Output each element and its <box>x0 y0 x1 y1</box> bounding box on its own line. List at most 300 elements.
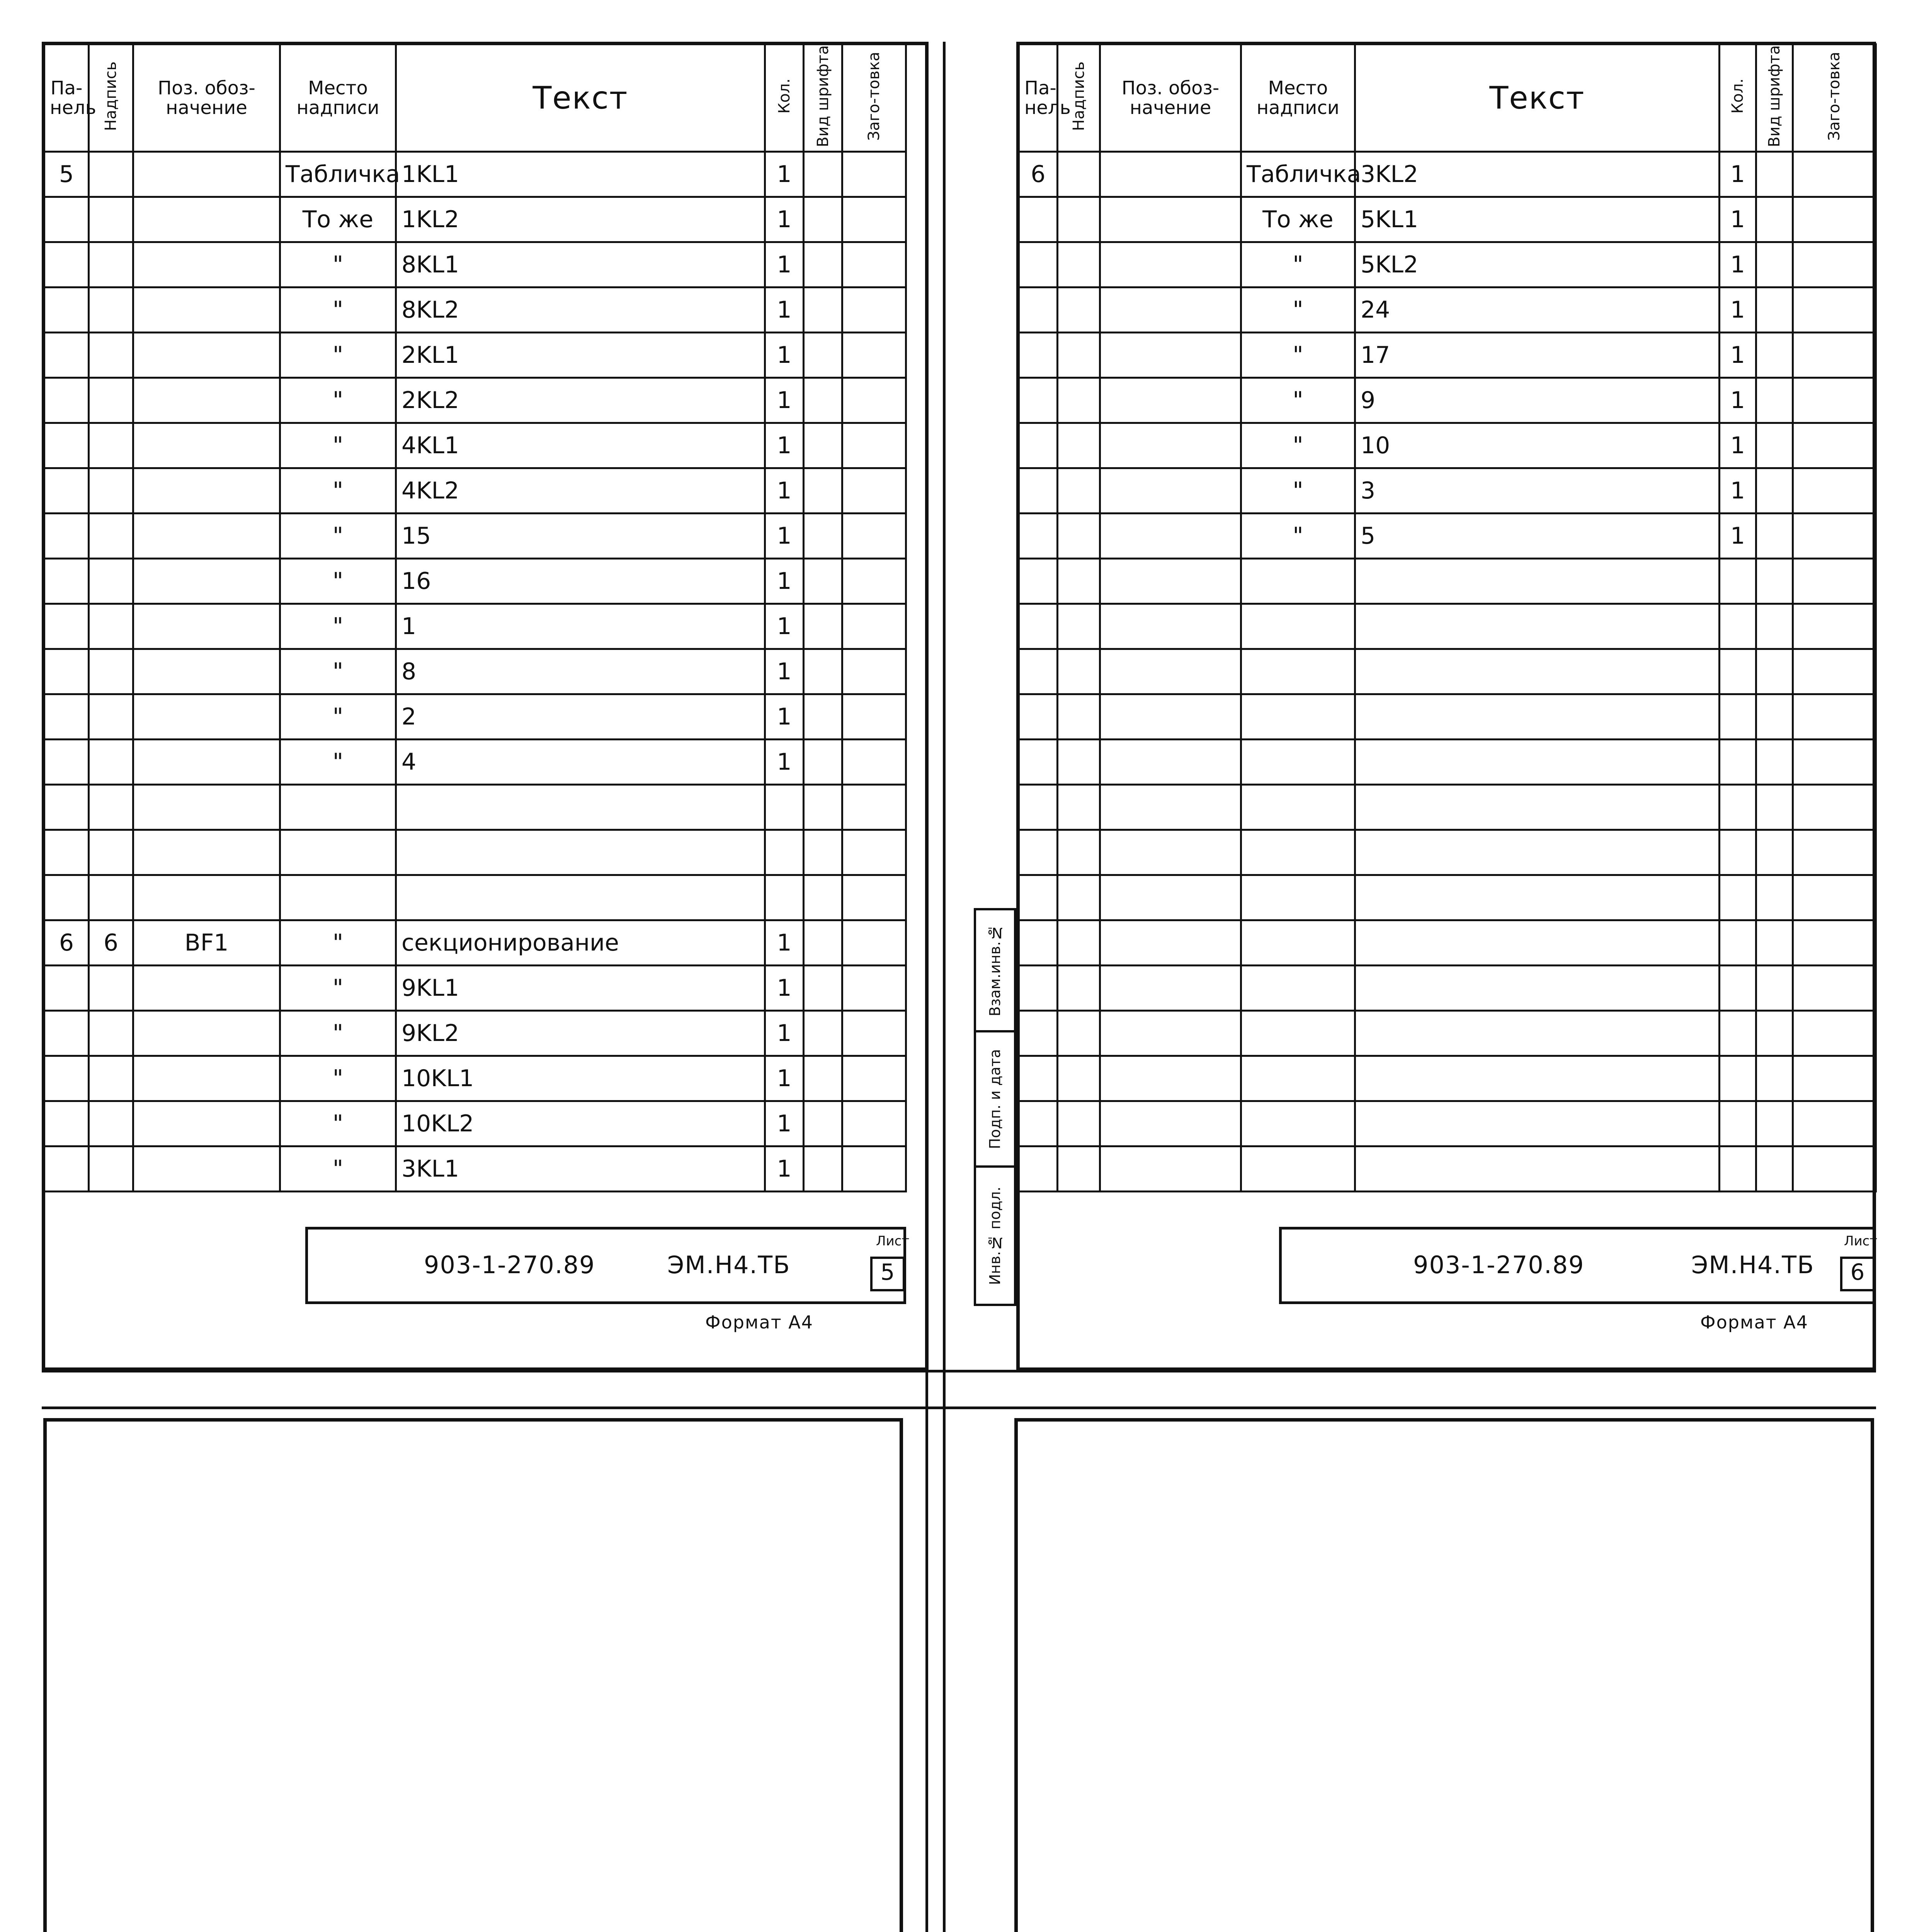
lower-right-frame <box>1014 1418 1874 1932</box>
right-table-row <box>1019 287 1876 333</box>
cell-blank <box>842 423 906 468</box>
cell-designation <box>133 740 280 785</box>
cell-inscription <box>89 966 133 1011</box>
cell-designation <box>1100 378 1241 423</box>
header-font-type: Вид шрифта <box>1756 44 1793 152</box>
cell-panel <box>1019 1056 1058 1101</box>
cell-text: 17 <box>1355 333 1720 378</box>
cell-designation <box>1100 649 1241 694</box>
cell-panel <box>44 559 89 604</box>
cell-inscription <box>89 152 133 197</box>
cell-panel <box>1019 966 1058 1011</box>
cell-text: 10 <box>1355 423 1720 468</box>
cell-blank <box>842 785 906 830</box>
right-table-row <box>1019 875 1876 920</box>
cell-qty <box>1720 740 1756 785</box>
cell-inscription <box>1058 694 1100 740</box>
cell-inscription <box>1058 1101 1100 1146</box>
lower-left-frame <box>43 1418 903 1932</box>
cell-text <box>1355 875 1720 920</box>
cell-font-type <box>804 468 842 514</box>
cell-blank <box>1793 740 1876 785</box>
cell-qty: 1 <box>765 378 804 423</box>
cell-place: То же <box>280 197 396 242</box>
cell-panel <box>44 875 89 920</box>
cell-inscription <box>1058 1056 1100 1101</box>
cell-designation <box>1100 197 1241 242</box>
right-table-row <box>1019 1101 1876 1146</box>
header-inscription: Надпись <box>1058 44 1100 152</box>
cell-designation <box>1100 694 1241 740</box>
cell-inscription <box>89 740 133 785</box>
cell-font-type <box>804 152 842 197</box>
cell-font-type <box>1756 649 1793 694</box>
side-cell-sign-date: Подп. и дата <box>976 1030 1014 1165</box>
cell-blank <box>1793 649 1876 694</box>
cell-font-type <box>804 1056 842 1101</box>
right-table-row <box>1019 423 1876 468</box>
cell-designation <box>133 1101 280 1146</box>
cell-designation <box>1100 152 1241 197</box>
cell-designation <box>1100 875 1241 920</box>
cell-inscription <box>89 559 133 604</box>
cell-text: 4 <box>396 740 765 785</box>
cell-inscription <box>89 287 133 333</box>
left-spec-table <box>43 43 907 1192</box>
cell-inscription <box>89 1011 133 1056</box>
cell-text: 9 <box>1355 378 1720 423</box>
cell-blank <box>1793 1146 1876 1192</box>
right-table-row <box>1019 242 1876 287</box>
cell-blank <box>1793 514 1876 559</box>
cell-place: " <box>280 1146 396 1192</box>
cell-panel: 5 <box>44 152 89 197</box>
cell-designation: BF1 <box>133 920 280 966</box>
cell-font-type <box>804 559 842 604</box>
center-line-1 <box>925 42 928 1932</box>
cell-qty: 1 <box>765 1146 804 1192</box>
cell-panel <box>44 740 89 785</box>
cell-text: секционирование <box>396 920 765 966</box>
left-table-row <box>44 694 906 740</box>
cell-text <box>1355 920 1720 966</box>
cell-text <box>1355 830 1720 875</box>
cell-font-type <box>1756 559 1793 604</box>
cell-qty <box>765 875 804 920</box>
cell-blank <box>842 649 906 694</box>
cell-font-type <box>804 966 842 1011</box>
cell-text: 8KL2 <box>396 287 765 333</box>
cell-panel <box>1019 604 1058 649</box>
cell-qty: 1 <box>765 287 804 333</box>
left-table-row <box>44 875 906 920</box>
left-table-row <box>44 152 906 197</box>
cell-text: 4KL2 <box>396 468 765 514</box>
cell-blank <box>1793 1056 1876 1101</box>
header-text: Текст <box>1355 44 1720 152</box>
cell-qty: 1 <box>765 423 804 468</box>
cell-blank <box>842 740 906 785</box>
cell-place <box>1241 740 1355 785</box>
cell-panel <box>44 830 89 875</box>
cell-designation <box>133 423 280 468</box>
cell-panel <box>44 514 89 559</box>
cell-inscription <box>89 649 133 694</box>
right-table-row <box>1019 378 1876 423</box>
cell-font-type <box>804 378 842 423</box>
side-cell-replace-inv: Взам.инв.№ <box>987 924 1004 1017</box>
header-qty: Кол. <box>765 44 804 152</box>
cell-place: " <box>280 1056 396 1101</box>
cell-inscription <box>89 1146 133 1192</box>
right-table-row <box>1019 559 1876 604</box>
cell-blank <box>1793 1101 1876 1146</box>
cell-font-type <box>1756 604 1793 649</box>
cell-designation <box>133 242 280 287</box>
cell-blank <box>1793 197 1876 242</box>
cell-place <box>1241 920 1355 966</box>
cell-panel <box>1019 740 1058 785</box>
header-place: Место надписи <box>1241 44 1355 152</box>
cell-panel <box>1019 649 1058 694</box>
cell-qty <box>1720 785 1756 830</box>
cell-panel: 6 <box>1019 152 1058 197</box>
cell-qty <box>1720 966 1756 1011</box>
cell-place: " <box>280 287 396 333</box>
cell-blank <box>1793 378 1876 423</box>
cell-designation <box>1100 830 1241 875</box>
left-table-row <box>44 333 906 378</box>
cell-qty: 1 <box>765 468 804 514</box>
cell-font-type <box>1756 468 1793 514</box>
cell-inscription <box>1058 1146 1100 1192</box>
cell-place: " <box>280 514 396 559</box>
cell-inscription <box>89 1101 133 1146</box>
cell-text <box>1355 1146 1720 1192</box>
cell-designation <box>133 333 280 378</box>
cell-designation <box>1100 1101 1241 1146</box>
cell-inscription <box>1058 152 1100 197</box>
cell-qty: 1 <box>765 920 804 966</box>
cell-text <box>1355 785 1720 830</box>
cell-qty: 1 <box>1720 333 1756 378</box>
cell-blank <box>842 287 906 333</box>
cell-font-type <box>1756 287 1793 333</box>
cell-designation <box>133 1146 280 1192</box>
cell-text: 24 <box>1355 287 1720 333</box>
cell-place: " <box>1241 242 1355 287</box>
cell-designation <box>133 966 280 1011</box>
cell-qty <box>765 785 804 830</box>
header-blank: Заго-товка <box>1793 44 1876 152</box>
cell-designation <box>133 1056 280 1101</box>
cell-panel <box>1019 1101 1058 1146</box>
cell-panel <box>1019 875 1058 920</box>
cell-panel <box>44 1146 89 1192</box>
cell-inscription <box>89 830 133 875</box>
left-stamp-code: 903-1-270.89 <box>424 1251 595 1279</box>
right-title-block <box>1279 1227 1876 1304</box>
cell-place: " <box>280 468 396 514</box>
cell-place <box>1241 830 1355 875</box>
cell-blank <box>842 1146 906 1192</box>
cell-font-type <box>1756 333 1793 378</box>
cell-designation <box>133 694 280 740</box>
cell-designation <box>1100 966 1241 1011</box>
center-line-2 <box>943 42 946 1932</box>
cell-text: 16 <box>396 559 765 604</box>
right-table-row <box>1019 333 1876 378</box>
right-format-label: Формат А4 <box>1700 1312 1808 1333</box>
right-spec-table <box>1018 43 1877 1192</box>
cell-blank <box>1793 785 1876 830</box>
cell-qty: 1 <box>1720 287 1756 333</box>
cell-qty: 1 <box>765 649 804 694</box>
right-table-row <box>1019 514 1876 559</box>
cell-panel <box>1019 197 1058 242</box>
cell-place: " <box>280 559 396 604</box>
cell-place: " <box>280 333 396 378</box>
cell-inscription <box>1058 242 1100 287</box>
cell-designation <box>133 830 280 875</box>
cell-inscription <box>89 333 133 378</box>
cell-qty: 1 <box>765 966 804 1011</box>
cell-inscription <box>89 875 133 920</box>
cell-font-type <box>804 1146 842 1192</box>
cell-blank <box>842 1056 906 1101</box>
left-table-row <box>44 785 906 830</box>
cell-blank <box>1793 966 1876 1011</box>
cell-place <box>1241 1146 1355 1192</box>
cell-text <box>1355 649 1720 694</box>
right-table-row <box>1019 197 1876 242</box>
cell-place: Табличка <box>280 152 396 197</box>
cell-text: 5 <box>1355 514 1720 559</box>
cell-blank <box>1793 694 1876 740</box>
cell-inscription <box>1058 604 1100 649</box>
right-table-row <box>1019 920 1876 966</box>
left-table-row <box>44 920 906 966</box>
cell-blank <box>842 1101 906 1146</box>
cell-designation <box>1100 1011 1241 1056</box>
left-header-row <box>44 44 906 152</box>
cell-place: " <box>1241 287 1355 333</box>
cell-place <box>1241 694 1355 740</box>
cell-inscription <box>89 514 133 559</box>
cell-blank <box>1793 242 1876 287</box>
left-table-row <box>44 1056 906 1101</box>
cell-inscription <box>1058 830 1100 875</box>
header-qty: Кол. <box>1720 44 1756 152</box>
cell-place: " <box>1241 468 1355 514</box>
cell-blank <box>1793 559 1876 604</box>
cell-blank <box>842 514 906 559</box>
cell-inscription <box>89 694 133 740</box>
cell-panel <box>44 649 89 694</box>
cell-font-type <box>804 740 842 785</box>
cell-place: " <box>280 242 396 287</box>
left-table-row <box>44 468 906 514</box>
cell-text: 15 <box>396 514 765 559</box>
right-stamp-code: 903-1-270.89 <box>1413 1251 1585 1279</box>
cell-inscription <box>89 604 133 649</box>
cell-font-type <box>1756 966 1793 1011</box>
right-table-row <box>1019 740 1876 785</box>
cell-font-type <box>1756 1146 1793 1192</box>
cell-font-type <box>804 333 842 378</box>
cell-qty <box>1720 649 1756 694</box>
cell-qty: 1 <box>765 514 804 559</box>
cell-panel <box>44 242 89 287</box>
cell-blank <box>1793 920 1876 966</box>
cell-designation <box>133 1011 280 1056</box>
left-table-row <box>44 378 906 423</box>
header-panel: Па-нель <box>1019 44 1058 152</box>
right-table-row <box>1019 468 1876 514</box>
cell-text <box>1355 966 1720 1011</box>
cell-panel <box>44 604 89 649</box>
cell-place <box>1241 875 1355 920</box>
cell-qty: 1 <box>765 1056 804 1101</box>
cell-text: 9KL1 <box>396 966 765 1011</box>
cell-panel <box>1019 920 1058 966</box>
cell-qty <box>1720 1056 1756 1101</box>
cell-font-type <box>804 785 842 830</box>
cell-font-type <box>1756 830 1793 875</box>
left-table-row <box>44 1146 906 1192</box>
cell-text: 3KL2 <box>1355 152 1720 197</box>
side-cell-inv-orig: Инв.№ подл. <box>976 1165 1014 1304</box>
cell-qty: 1 <box>765 604 804 649</box>
left-table-row <box>44 649 906 694</box>
cell-designation <box>1100 287 1241 333</box>
cell-panel <box>44 378 89 423</box>
cell-font-type <box>804 287 842 333</box>
cell-text: 2KL2 <box>396 378 765 423</box>
cell-place <box>1241 966 1355 1011</box>
cell-font-type <box>804 920 842 966</box>
cell-font-type <box>1756 152 1793 197</box>
cell-inscription <box>1058 514 1100 559</box>
left-table-row <box>44 1011 906 1056</box>
cell-designation <box>1100 423 1241 468</box>
cell-inscription <box>1058 966 1100 1011</box>
cell-designation <box>133 649 280 694</box>
cell-place: То же <box>1241 197 1355 242</box>
cell-place: " <box>280 423 396 468</box>
cell-font-type <box>1756 514 1793 559</box>
cell-panel <box>44 287 89 333</box>
cell-qty: 1 <box>765 740 804 785</box>
left-table-row <box>44 559 906 604</box>
right-stamp-doc: ЭМ.Н4.ТБ <box>1691 1251 1815 1279</box>
header-text: Текст <box>396 44 765 152</box>
cell-place: " <box>1241 514 1355 559</box>
cell-place: " <box>1241 423 1355 468</box>
cell-font-type <box>1756 920 1793 966</box>
cell-font-type <box>804 1011 842 1056</box>
right-table-row <box>1019 1146 1876 1192</box>
cell-blank <box>842 694 906 740</box>
cell-inscription: 6 <box>89 920 133 966</box>
cell-inscription <box>1058 423 1100 468</box>
cell-inscription <box>89 242 133 287</box>
cell-designation <box>133 604 280 649</box>
header-place: Место надписи <box>280 44 396 152</box>
cell-inscription <box>1058 740 1100 785</box>
cell-designation <box>133 197 280 242</box>
header-panel: Па-нель <box>44 44 89 152</box>
cell-inscription <box>1058 649 1100 694</box>
cell-text <box>1355 694 1720 740</box>
cell-text: 10KL1 <box>396 1056 765 1101</box>
cell-inscription <box>89 785 133 830</box>
cell-inscription <box>1058 875 1100 920</box>
cell-qty: 1 <box>765 694 804 740</box>
cell-qty <box>1720 830 1756 875</box>
cell-designation <box>133 378 280 423</box>
cell-qty: 1 <box>765 559 804 604</box>
header-designation: Поз. обоз-начение <box>1100 44 1241 152</box>
cell-text: 8 <box>396 649 765 694</box>
cell-inscription <box>1058 559 1100 604</box>
cell-font-type <box>804 875 842 920</box>
cell-font-type <box>804 514 842 559</box>
cell-font-type <box>1756 785 1793 830</box>
cell-place <box>1241 785 1355 830</box>
cell-font-type <box>1756 197 1793 242</box>
cell-inscription <box>89 468 133 514</box>
cell-font-type <box>1756 378 1793 423</box>
cell-font-type <box>1756 740 1793 785</box>
cell-designation <box>1100 604 1241 649</box>
cell-blank <box>842 875 906 920</box>
cell-font-type <box>804 604 842 649</box>
cell-designation <box>1100 514 1241 559</box>
cell-text: 5KL2 <box>1355 242 1720 287</box>
cell-qty <box>1720 604 1756 649</box>
cell-blank <box>1793 604 1876 649</box>
cell-blank <box>1793 287 1876 333</box>
cell-designation <box>1100 242 1241 287</box>
cell-place: " <box>280 920 396 966</box>
right-table-row <box>1019 830 1876 875</box>
cell-font-type <box>1756 423 1793 468</box>
cell-inscription <box>1058 920 1100 966</box>
cell-designation <box>133 559 280 604</box>
cell-blank <box>1793 1011 1876 1056</box>
cell-text: 5KL1 <box>1355 197 1720 242</box>
cell-blank <box>842 920 906 966</box>
cell-font-type <box>1756 1011 1793 1056</box>
cell-blank <box>1793 468 1876 514</box>
left-title-block <box>305 1227 910 1304</box>
cell-text: 1 <box>396 604 765 649</box>
separator-line-bottom <box>42 1406 1876 1409</box>
cell-panel <box>44 468 89 514</box>
left-format-label: Формат А4 <box>705 1312 813 1333</box>
cell-blank <box>1793 875 1876 920</box>
cell-panel <box>1019 514 1058 559</box>
cell-designation <box>1100 468 1241 514</box>
cell-font-type <box>1756 875 1793 920</box>
cell-designation <box>133 152 280 197</box>
cell-qty: 1 <box>1720 242 1756 287</box>
cell-panel <box>1019 287 1058 333</box>
cell-qty <box>1720 694 1756 740</box>
left-table-row <box>44 197 906 242</box>
cell-font-type <box>804 1101 842 1146</box>
